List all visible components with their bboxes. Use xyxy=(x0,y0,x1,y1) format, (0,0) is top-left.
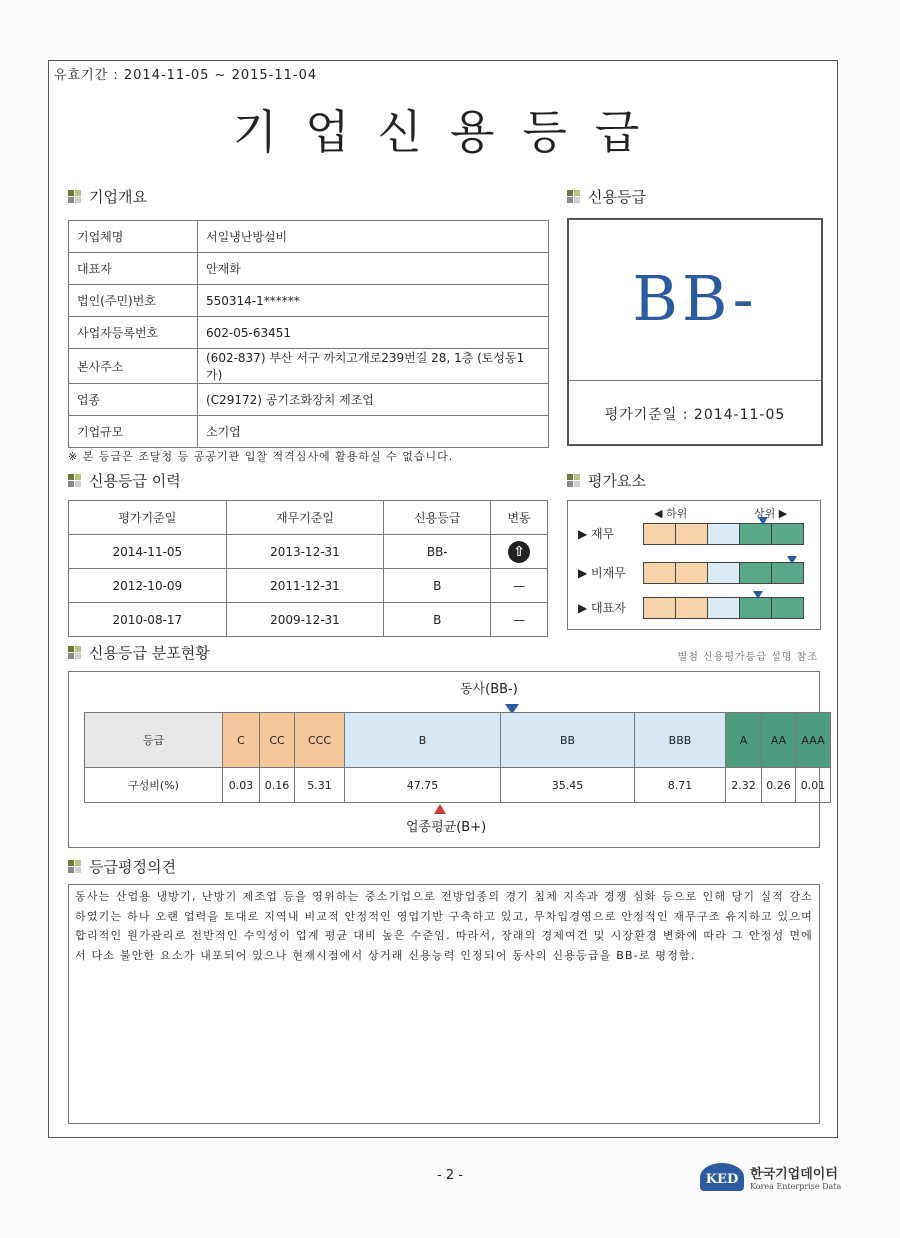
grade-cell-cc: CC xyxy=(260,713,295,768)
grade-pct-a: 2.32 xyxy=(726,768,762,803)
history-col-header: 재무기준일 xyxy=(226,501,384,535)
ked-logo-subtitle: Korea Enterprise Data xyxy=(750,1182,842,1191)
grade-pct-ccc: 5.31 xyxy=(295,768,345,803)
grade-up-icon: ⇧ xyxy=(508,541,530,563)
opinion-text: 동사는 산업용 냉방기, 난방기 제조업 등을 영위하는 중소기업으로 전방업종의 경기 침체 지속과 경쟁 심화 등으로 인해 당기 실적 감소하였기는 하나 오랜 업력을 토대로 지역내 비교적 안정적인 영업기반 구축하고 있고, 무차입경영으로 안정적인 재무구조 유지하고 있으며 합리적인 원가관리로 전반적인 수익성이 업계 평균 대비 높은 수준임. 따라서, 장래의 경제여건 및 시장환경 변화에 따라 그 안정성 면에서 다소 불안한 요소가 내포되어 있으나 현재시점에서 상거래 신용능력 인정되어 동사의 신용등급을 BB-로 평정함. xyxy=(75,890,813,962)
overview-value: (602-837) 부산 서구 까치고개로239번길 28, 1층 (토성동1가) xyxy=(198,349,549,384)
grade-pct-b: 47.75 xyxy=(345,768,501,803)
distribution-row-label: 구성비(%) xyxy=(85,768,223,803)
grade-cell-aa: AA xyxy=(762,713,796,768)
evaluation-marker-icon xyxy=(758,517,768,525)
history-change xyxy=(491,603,548,637)
overview-label: 본사주소 xyxy=(69,349,198,384)
evaluation-bar-segment xyxy=(644,563,676,583)
history-col-header: 변동 xyxy=(491,501,548,535)
history-eval-date: 2010-08-17 xyxy=(69,603,227,637)
section-bullet-icon xyxy=(68,646,81,659)
history-table xyxy=(68,500,548,637)
overview-value: (C29172) 공기조화장치 제조업 xyxy=(198,384,549,416)
overview-heading-block xyxy=(68,186,147,207)
overview-table xyxy=(68,220,549,448)
history-change xyxy=(491,535,548,569)
grade-cell-bbb: BBB xyxy=(635,713,726,768)
history-row xyxy=(69,603,548,637)
grade-cell-a: A xyxy=(726,713,762,768)
overview-value: 602-05-63451 xyxy=(198,317,549,349)
evaluation-bar-segment xyxy=(772,563,803,583)
credit-grade: BB- xyxy=(632,262,758,335)
grade-cell-aaa: AAA xyxy=(796,713,831,768)
grade-pct-bb: 35.45 xyxy=(501,768,635,803)
industry-marker-icon xyxy=(434,804,446,814)
grade-pct-bbb: 8.71 xyxy=(635,768,726,803)
history-fin-date: 2013-12-31 xyxy=(226,535,384,569)
history-grade: BB- xyxy=(384,535,491,569)
overview-value: 소기업 xyxy=(198,416,549,448)
history-row xyxy=(69,569,548,603)
rating-box xyxy=(567,218,823,446)
evaluation-label: ▶ 비재무 xyxy=(578,566,626,580)
distribution-table xyxy=(84,712,831,803)
evaluation-row xyxy=(578,525,644,542)
history-grade: B xyxy=(384,569,491,603)
scale-high-label: 상위 ▶ xyxy=(754,507,788,520)
overview-heading: 기업개요 xyxy=(89,188,147,206)
overview-row xyxy=(69,285,549,317)
evaluation-bar-segment xyxy=(644,524,676,544)
evaluation-marker-icon xyxy=(753,591,763,599)
evaluation-heading: 평가요소 xyxy=(588,472,646,490)
rating-date: 평가기준일 : 2014-11-05 xyxy=(604,407,786,423)
overview-row xyxy=(69,221,549,253)
evaluation-bar-segment xyxy=(772,598,803,618)
grade-cell-b: B xyxy=(345,713,501,768)
evaluation-bar-segment xyxy=(676,598,708,618)
grade-pct-aaa: 0.01 xyxy=(796,768,831,803)
scale-low-label: ◀ 하위 xyxy=(654,507,688,520)
page-title: 기업신용등급 xyxy=(232,105,668,159)
section-bullet-icon xyxy=(567,190,580,203)
history-fin-date: 2011-12-31 xyxy=(226,569,384,603)
grade-pct-c: 0.03 xyxy=(223,768,260,803)
evaluation-bar-segment xyxy=(708,524,740,544)
overview-row xyxy=(69,384,549,416)
grade-cell-bb: BB xyxy=(501,713,635,768)
ked-logo-mark: KED xyxy=(700,1163,744,1191)
history-eval-date: 2014-11-05 xyxy=(69,535,227,569)
evaluation-bar xyxy=(643,562,804,584)
evaluation-bar-segment xyxy=(740,563,772,583)
opinion-heading-block xyxy=(68,856,176,877)
section-bullet-icon xyxy=(68,474,81,487)
ked-logo-name: 한국기업데이터 xyxy=(750,1167,838,1182)
overview-label: 대표자 xyxy=(69,253,198,285)
history-eval-date: 2012-10-09 xyxy=(69,569,227,603)
overview-value: 550314-1****** xyxy=(198,285,549,317)
evaluation-bar-segment xyxy=(644,598,676,618)
evaluation-bar-segment xyxy=(772,524,803,544)
company-grade-label: 동사(BB-) xyxy=(460,682,518,697)
section-bullet-icon xyxy=(68,860,81,873)
overview-label: 기업체명 xyxy=(69,221,198,253)
history-heading: 신용등급 이력 xyxy=(89,472,181,490)
overview-value: 서일냉난방설비 xyxy=(198,221,549,253)
validity-period: 유효기간 : 2014-11-05 ~ 2015-11-04 xyxy=(54,68,318,83)
overview-label: 업종 xyxy=(69,384,198,416)
evaluation-bar-segment xyxy=(708,598,740,618)
history-row xyxy=(69,535,548,569)
overview-label: 기업규모 xyxy=(69,416,198,448)
section-bullet-icon xyxy=(68,190,81,203)
history-fin-date: 2009-12-31 xyxy=(226,603,384,637)
overview-row xyxy=(69,253,549,285)
evaluation-bar-segment xyxy=(740,598,772,618)
industry-average-label: 업종평균(B+) xyxy=(406,820,487,835)
evaluation-bar-segment xyxy=(740,524,772,544)
no-change-icon: — xyxy=(513,578,526,593)
overview-value: 안재화 xyxy=(198,253,549,285)
overview-row xyxy=(69,416,549,448)
evaluation-row xyxy=(578,564,644,581)
overview-label: 사업자등록번호 xyxy=(69,317,198,349)
history-change xyxy=(491,569,548,603)
grade-pct-cc: 0.16 xyxy=(260,768,295,803)
rating-heading: 신용등급 xyxy=(588,188,646,206)
section-bullet-icon xyxy=(567,474,580,487)
rating-divider xyxy=(569,380,821,381)
grade-pct-aa: 0.26 xyxy=(762,768,796,803)
overview-row xyxy=(69,349,549,384)
page-number: - 2 - xyxy=(437,1168,463,1183)
overview-row xyxy=(69,317,549,349)
evaluation-bar-segment xyxy=(676,563,708,583)
history-col-header: 평가기준일 xyxy=(69,501,227,535)
evaluation-marker-icon xyxy=(787,556,797,564)
no-change-icon: — xyxy=(513,612,526,627)
grade-cell-ccc: CCC xyxy=(295,713,345,768)
evaluation-bar-segment xyxy=(676,524,708,544)
evaluation-row xyxy=(578,599,644,616)
overview-label: 법인(주민)번호 xyxy=(69,285,198,317)
evaluation-bar-segment xyxy=(708,563,740,583)
evaluation-label: ▶ 대표자 xyxy=(578,601,626,615)
distribution-heading-block xyxy=(68,642,210,663)
history-col-header: 신용등급 xyxy=(384,501,491,535)
opinion-heading: 등급평정의견 xyxy=(89,858,176,876)
history-heading-block xyxy=(68,470,181,491)
evaluation-bar xyxy=(643,523,804,545)
distribution-heading: 신용등급 분포현황 xyxy=(89,644,210,662)
evaluation-heading-block xyxy=(567,470,646,491)
opinion-box xyxy=(68,884,820,1124)
history-grade: B xyxy=(384,603,491,637)
rating-heading-block xyxy=(567,186,646,207)
reference-note: 별첨 신용평가등급 설명 참조 xyxy=(677,652,818,663)
evaluation-bar xyxy=(643,597,804,619)
evaluation-label: ▶ 재무 xyxy=(578,527,615,541)
distribution-row-label: 등급 xyxy=(85,713,223,768)
grade-cell-c: C xyxy=(223,713,260,768)
overview-note: ※ 본 등급은 조달청 등 공공기관 입찰 적격심사에 활용하실 수 없습니다. xyxy=(68,450,454,463)
ked-logo xyxy=(700,1163,841,1191)
